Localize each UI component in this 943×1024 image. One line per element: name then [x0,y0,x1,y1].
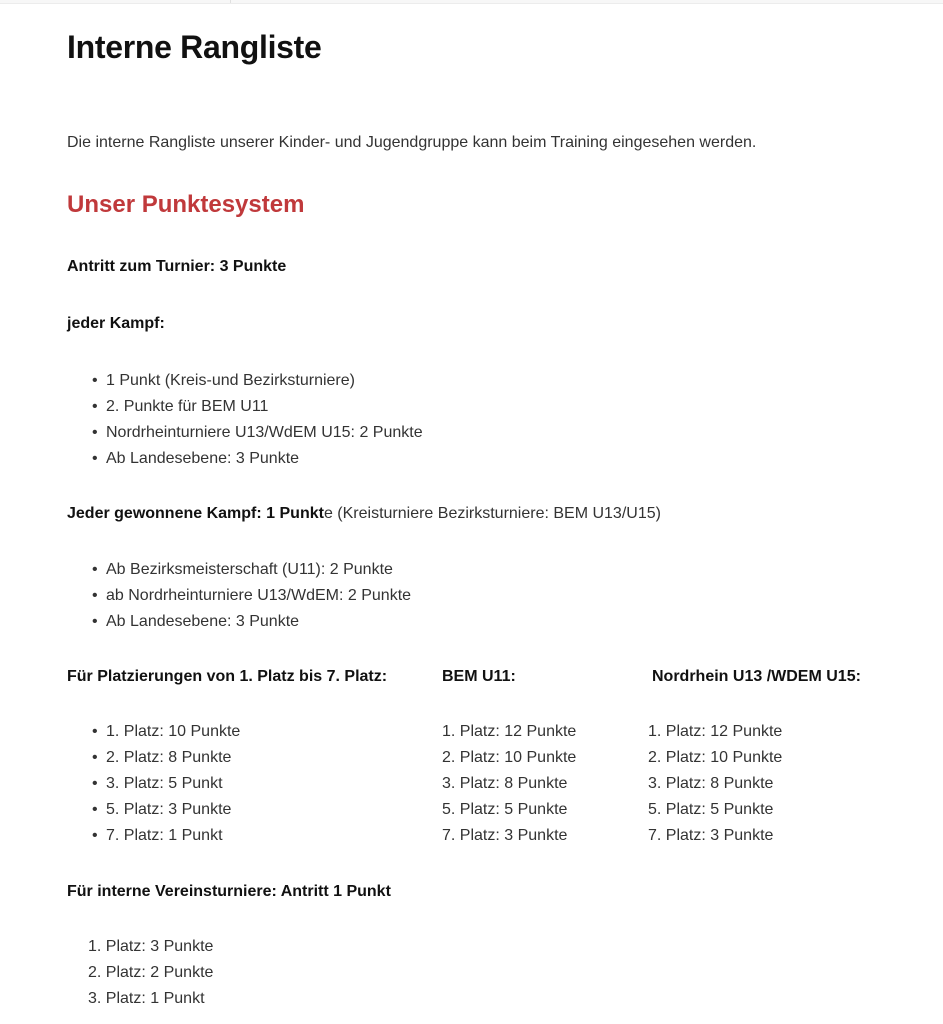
list-item: • 7. Platz: 1 Punkt [92,823,240,849]
verein-list [88,934,213,1012]
bem-u11-list [442,719,576,849]
list-item: • 2. Punkte für BEM U11 [92,394,423,420]
list-item: • ab Nordrheinturniere U13/WdEM: 2 Punkte [92,583,411,609]
intro-text: Die interne Rangliste unserer Kinder- und Jugendgruppe kann beim Training eingesehen werden. [67,134,757,151]
list-item: 5. Platz: 5 Punkte [648,801,774,818]
top-bar [0,0,943,4]
verein-heading: Für interne Vereinsturniere: Antritt 1 Punkt [67,883,391,900]
jeder-kampf-list [92,368,423,472]
list-item: • 3. Platz: 5 Punkt [92,771,240,797]
list-item: 3. Platz: 1 Punkt [88,990,205,1007]
platzierungen-list [92,719,240,849]
list-item: 1. Platz: 12 Punkte [648,723,783,740]
list-item: • Ab Bezirksmeisterschaft (U11): 2 Punkte [92,557,411,583]
list-item: • Ab Landesebene: 3 Punkte [92,446,423,472]
list-item: 2. Platz: 10 Punkte [648,749,783,766]
gewonnen-list [92,557,411,635]
list-item: 7. Platz: 3 Punkte [442,827,568,844]
nordrhein-list [648,719,782,849]
list-item: • Ab Landesebene: 3 Punkte [92,609,411,635]
list-item: 2. Platz: 10 Punkte [442,749,577,766]
gewonnen-label-note: (Kreisturniere Bezirksturniere: BEM U13/U15) [332,505,661,522]
list-item: 2. Platz: 2 Punkte [88,964,214,981]
jeder-kampf-label: jeder Kampf: [67,315,165,332]
nordrhein-heading: Nordrhein U13 /WDEM U15: [652,668,861,685]
list-item: • 2. Platz: 8 Punkte [92,745,240,771]
top-bar-divider [230,0,231,3]
list-item: 3. Platz: 8 Punkte [648,775,774,792]
gewonnen-label-bold: Jeder gewonnene Kampf: 1 Punkt [67,505,324,522]
gewonnen-label [67,505,661,523]
list-item: 1. Platz: 12 Punkte [442,723,577,740]
list-item: • Nordrheinturniere U13/WdEM U15: 2 Punkte [92,420,423,446]
gewonnen-label-suffix: e [323,505,333,522]
list-item: 1. Platz: 3 Punkte [88,938,214,955]
list-item: 7. Platz: 3 Punkte [648,827,774,844]
list-item: • 5. Platz: 3 Punkte [92,797,240,823]
list-item: 3. Platz: 8 Punkte [442,775,568,792]
page-title: Interne Rangliste [67,29,322,65]
platzierungen-heading: Für Platzierungen von 1. Platz bis 7. Platz: [67,668,388,685]
list-item: 5. Platz: 5 Punkte [442,801,568,818]
list-item: • 1 Punkt (Kreis-und Bezirksturniere) [92,368,423,394]
antritt-text: Antritt zum Turnier: 3 Punkte [67,258,287,275]
section-heading: Unser Punktesystem [67,191,305,218]
list-item: • 1. Platz: 10 Punkte [92,719,240,745]
bem-u11-heading: BEM U11: [442,668,516,685]
